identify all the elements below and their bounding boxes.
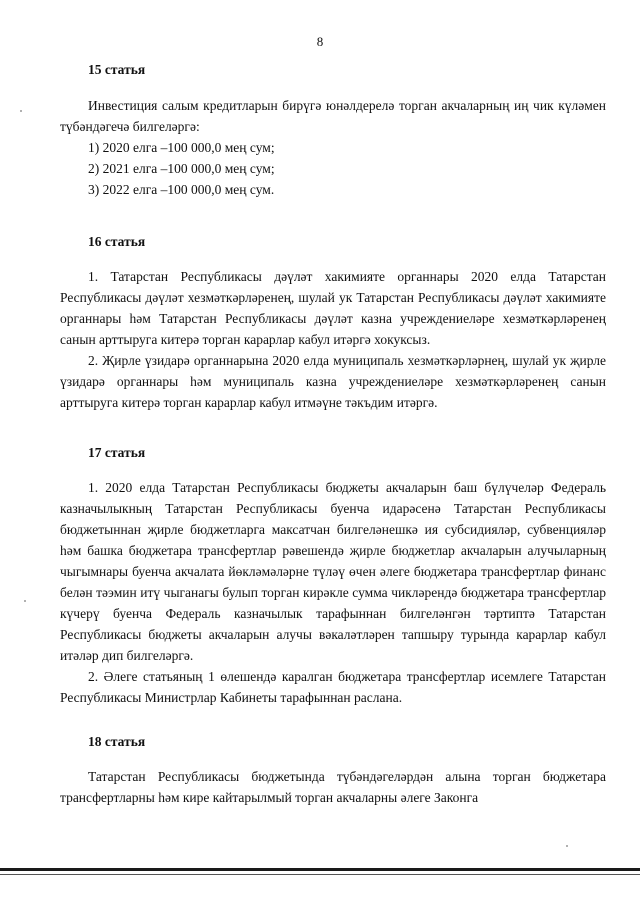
article-15-item-2: 2) 2021 елга –100 000,0 мең сум; bbox=[88, 161, 275, 176]
article-15-body bbox=[60, 95, 606, 200]
scan-bottom-edge-thin bbox=[0, 874, 640, 875]
article-16-paragraph-2: 2. Җирле үзидарә органнарына 2020 елда муниципаль хезмәткәрләрнең, шулай ук җирле үзидарә органнары һәм муниципаль казна учреждениеләре хезмәткәрләренең санын арттыруга китерә торган карарлар кабул итмәүне тәкъдим итәргә. bbox=[60, 353, 606, 410]
article-17-body bbox=[60, 477, 606, 708]
article-16-body bbox=[60, 266, 606, 413]
scan-dot bbox=[20, 110, 22, 112]
scan-dot bbox=[566, 845, 568, 847]
article-16 bbox=[88, 234, 606, 250]
article-18-paragraph-1: Татарстан Республикасы бюджетында түбәндәгеләрдән алына торган бюджетара трансфертларны һәм кире кайтарылмый торган акчаларны әлеге Законга bbox=[60, 769, 606, 805]
article-15-intro: Инвестиция салым кредитларын бирүгә юнәлдерелә торган акчаларның иң чик күләмен түбәндәгечә билгеләргә: bbox=[60, 98, 606, 134]
article-18 bbox=[88, 734, 606, 750]
article-17 bbox=[88, 445, 606, 461]
article-17-paragraph-2: 2. Әлеге статьяның 1 өлешендә каралган бюджетара трансфертлар исемлеге Татарстан Республикасы Министрлар Кабинеты тарафыннан раслана. bbox=[60, 669, 606, 705]
page-number: 8 bbox=[316, 34, 324, 49]
scan-bottom-edge bbox=[0, 868, 640, 871]
article-15-item-3: 3) 2022 елга –100 000,0 мең сум. bbox=[88, 182, 275, 197]
article-17-paragraph-1: 1. 2020 елда Татарстан Республикасы бюджеты акчаларын баш бүлүчеләр Федераль казначылыкның Татарстан Республикасы буенча идарәсенә Татарстан Республикасы бюджетыннан җирле бюджетларга максатчан билгеләнешкә ия субсидияләр, субвенцияләр һәм башка бюджетара трансфертлар рәвешендә җирле бюджетлар акчаларын алучыларның чыгымнары буенча акчалата йөкләмәләрне түләү өчен әлеге бюджетара трансфертлар финанс белән тәэмин итү чыганагы булып торган кирәкле сумма чикләрендә бюджетара трансфертлар күчерү буенча Федераль казначылык тарафыннан билгеләнгән тәртиптә Татарстан Республикасы бюджеты акчаларын алучы вәкаләтләрен тапшыру турында карарлар кабул итәләр дип билгеләргә. bbox=[60, 480, 606, 663]
scan-dot bbox=[24, 600, 26, 602]
article-18-body bbox=[60, 766, 606, 808]
article-15-item-1: 1) 2020 елга –100 000,0 мең сум; bbox=[88, 140, 275, 155]
article-15-heading: 15 статья bbox=[88, 62, 146, 77]
article-17-heading: 17 статья bbox=[88, 445, 146, 460]
article-18-heading: 18 статья bbox=[88, 734, 146, 749]
article-15 bbox=[88, 62, 606, 78]
article-16-heading: 16 статья bbox=[88, 234, 146, 249]
article-16-paragraph-1: 1. Татарстан Республикасы дәүләт хакимияте органнары 2020 елда Татарстан Республикасы дәүләт хезмәткәрләренең, шулай ук Татарстан Республикасы дәүләт хакимияте органнары һәм Татарстан Республикасы дәүләт казна учреждениеләре хезмәткәрләренең санын арттыруга китерә торган карарлар кабул итәргә хокуксыз. bbox=[60, 269, 606, 347]
